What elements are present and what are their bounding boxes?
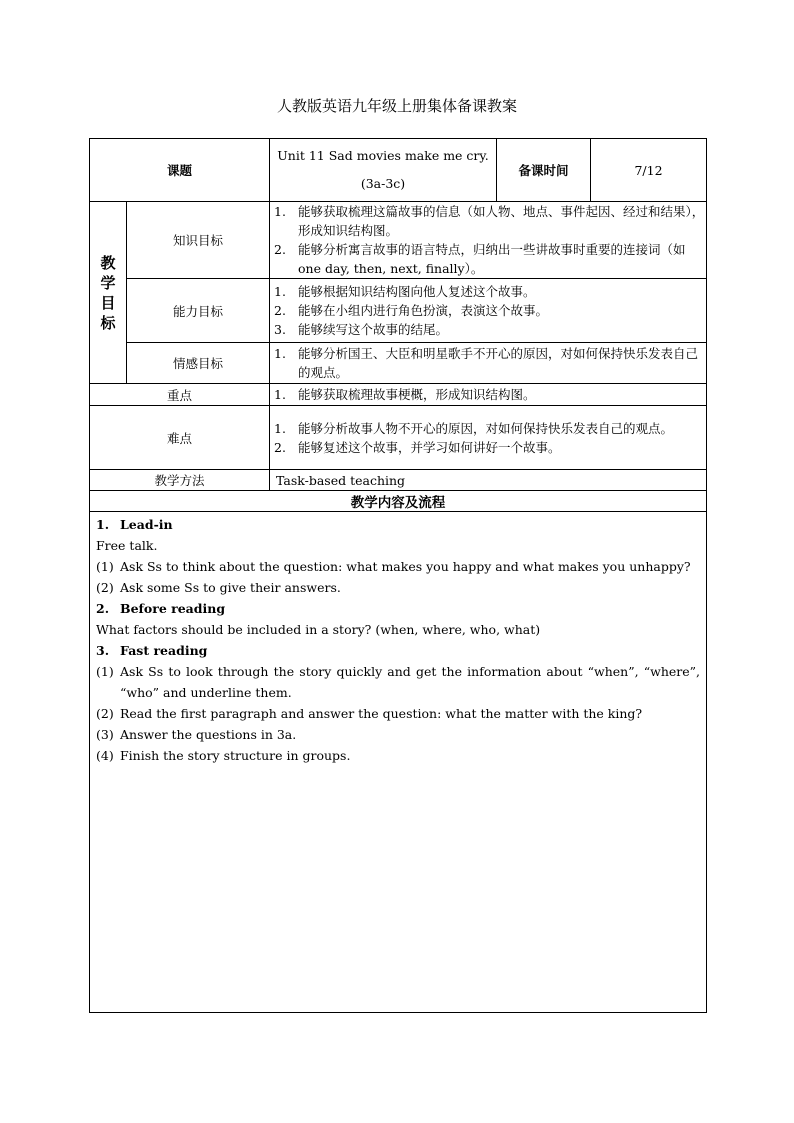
key-points-items <box>270 384 707 406</box>
section-title: 1. Lead-in <box>96 517 173 532</box>
process-content-row <box>90 512 707 1013</box>
list-item: (4) Finish the story structure in groups. <box>96 748 351 763</box>
list-item: (2) Ask some Ss to give their answers. <box>96 580 341 595</box>
list-item: (1) Ask Ss to look through the story quickly and get the information about “when”, “where”, “who” and underline them. <box>96 664 701 700</box>
topic-title: Unit 11 Sad movies make me cry. <box>277 148 489 163</box>
objective-label: 知识目标 <box>127 202 270 279</box>
topic-label: 课题 <box>90 139 270 202</box>
list-item: 2. 能够分析寓言故事的语言特点，归纳出一些讲故事时重要的连接词（如 one day, then, next, finally）。 <box>274 242 686 276</box>
process-heading-row <box>90 491 707 512</box>
list-item: 2. 能够复述这个故事，并学习如何讲好一个故事。 <box>274 439 561 455</box>
section-intro: Free talk. <box>96 538 158 553</box>
topic-cell <box>270 139 497 202</box>
section-intro: What factors should be included in a story? (when, where, who, what) <box>96 622 541 637</box>
topic-range: (3a-3c) <box>360 176 406 191</box>
date-value: 7/12 <box>591 139 707 202</box>
list-item: 1. 能够分析国王、大臣和明星歌手不开心的原因，对如何保持快乐发表自己的观点。 <box>274 346 699 380</box>
date-label: 备课时间 <box>497 139 591 202</box>
difficulties-label: 难点 <box>90 406 270 470</box>
key-points-label: 重点 <box>90 384 270 406</box>
list-item: 1. 能够获取梳理这篇故事的信息（如人物、地点、事件起因、经过和结果），形成知识结构图。 <box>274 204 705 238</box>
method-row <box>90 470 707 491</box>
list-item: 3. 能够续写这个故事的结尾。 <box>274 322 449 337</box>
section-title: 3. Fast reading <box>96 643 208 658</box>
method-label: 教学方法 <box>90 470 270 491</box>
objective-label: 能力目标 <box>127 279 270 343</box>
difficulties-row <box>90 406 707 470</box>
list-item: (2) Read the first paragraph and answer the question: what the matter with the king? <box>96 706 643 721</box>
key-points-row <box>90 384 707 406</box>
objectives-group-label: 教 学 目 标 <box>90 202 127 384</box>
objective-items <box>270 343 707 384</box>
objective-row-emotion <box>90 343 707 384</box>
process-content <box>90 512 707 1013</box>
list-item: 1. 能够获取梳理故事梗概，形成知识结构图。 <box>274 387 536 402</box>
method-value: Task-based teaching <box>270 470 707 491</box>
objective-label: 情感目标 <box>127 343 270 384</box>
list-item: 2. 能够在小组内进行角色扮演，表演这个故事。 <box>274 303 549 318</box>
header-row <box>90 139 707 202</box>
page-title: 人教版英语九年级上册集体备课教案 <box>276 97 517 115</box>
section-title: 2. Before reading <box>96 601 226 616</box>
objective-items <box>270 202 707 279</box>
objective-row-knowledge <box>90 202 707 279</box>
objective-row-ability <box>90 279 707 343</box>
lesson-plan-table <box>89 138 707 1013</box>
list-item: (3) Answer the questions in 3a. <box>96 727 297 742</box>
list-item: (1) Ask Ss to think about the question: what makes you happy and what makes you unhappy? <box>96 559 691 574</box>
list-item: 1. 能够分析故事人物不开心的原因，对如何保持快乐发表自己的观点。 <box>274 420 674 436</box>
difficulties-items <box>270 406 707 470</box>
process-heading: 教学内容及流程 <box>90 491 707 512</box>
objective-items <box>270 279 707 343</box>
list-item: 1. 能够根据知识结构图向他人复述这个故事。 <box>274 284 536 299</box>
